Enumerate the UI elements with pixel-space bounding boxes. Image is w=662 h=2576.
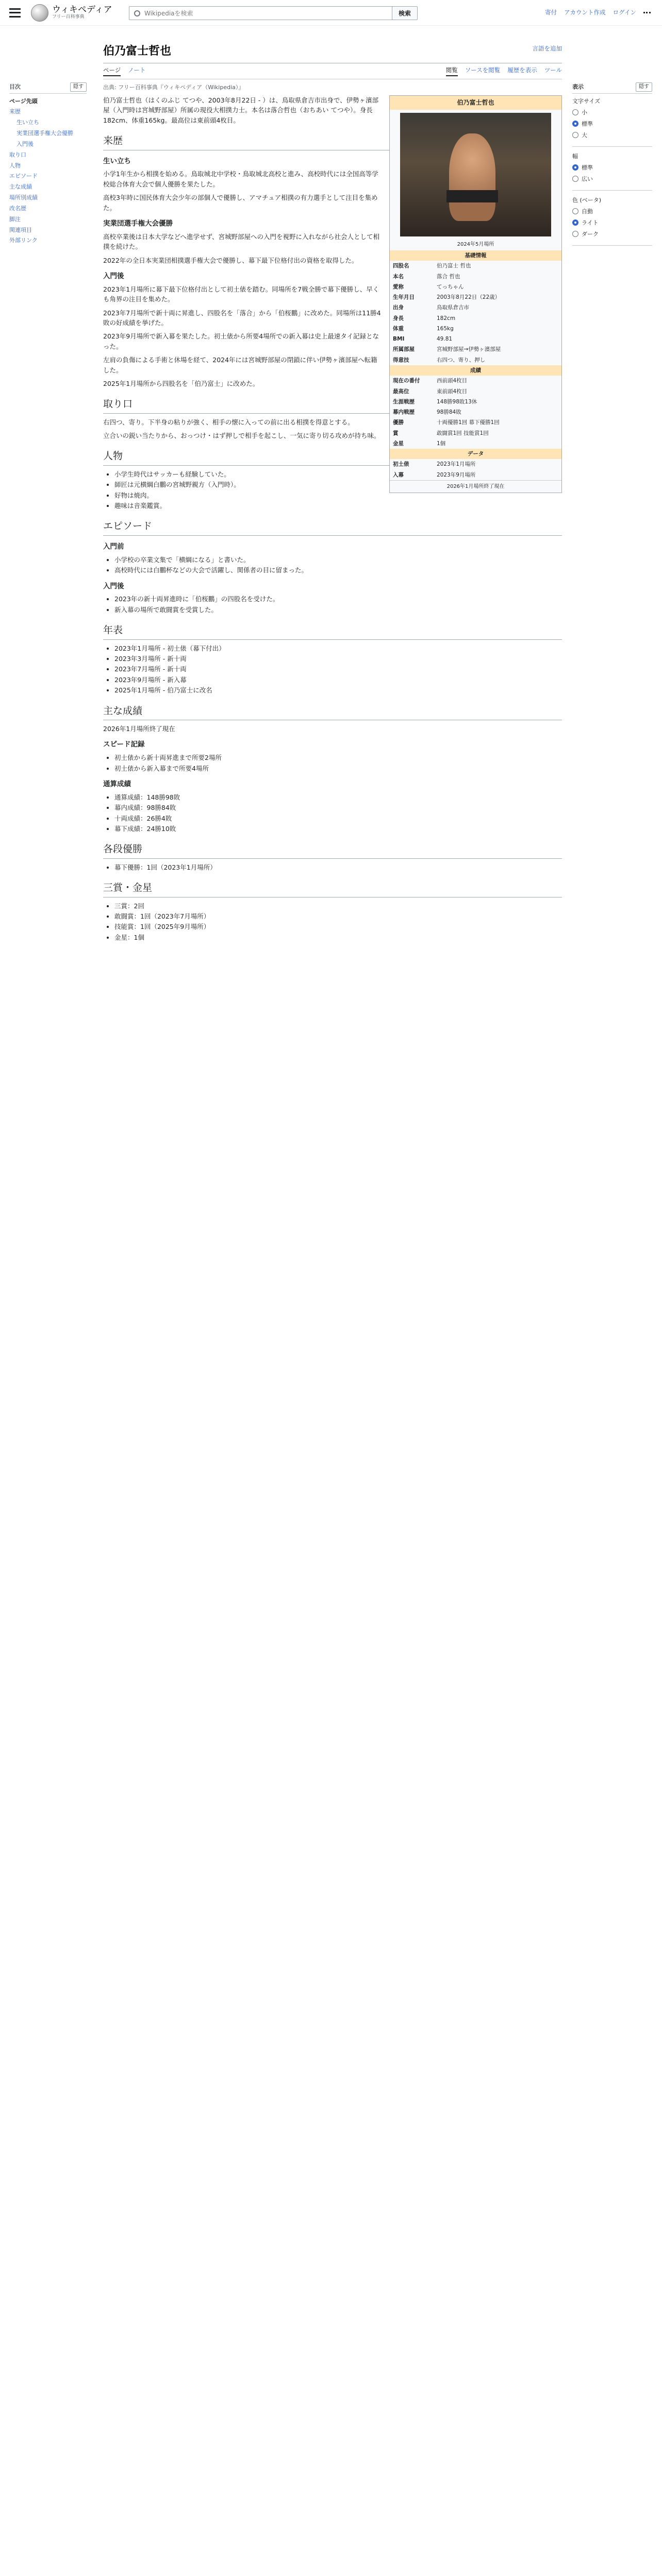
infobox (389, 95, 562, 493)
list-item: • 小学生時代はサッカーも経験していた。 (114, 469, 562, 479)
section-heading: 三賞・金星 (103, 880, 562, 897)
infobox-value: 98勝84敗 (437, 409, 461, 416)
infobox-row (390, 459, 561, 469)
paragraph: 右四つ、寄り。下半身の粘りが強く、相手の懐に入っての前に出る相撲を得意とする。 (103, 418, 354, 426)
subsection-heading: 生い立ち (103, 157, 131, 165)
infobox-value: 落合 哲也 (437, 273, 460, 280)
toc-item[interactable]: 生い立ち (16, 119, 39, 126)
mawashi (446, 190, 498, 202)
infobox-section-heading: 基礎情報 (390, 250, 561, 261)
option-label: 大 (582, 131, 587, 139)
section-heading: 主な成績 (103, 704, 562, 720)
option-label: 標準 (582, 164, 593, 171)
infobox-key: 初土俵 (393, 461, 409, 468)
option-text_options[interactable] (572, 131, 652, 140)
infobox-row (390, 334, 561, 344)
paragraph: 高校3年時に国民体育大会少年の部個人で優勝し、アマチュア相撲の有力選手として注目を集めた。 (103, 194, 378, 212)
option-color_options[interactable] (572, 230, 652, 239)
list-item: • 十両成績：26勝4敗 (114, 814, 562, 823)
infobox-value: 伯乃富士 哲也 (437, 263, 471, 269)
infobox-key: 出身 (393, 304, 404, 311)
wikipedia-globe-icon (31, 4, 48, 22)
infobox-key: 幕内戦歴 (393, 409, 415, 416)
infobox-row (390, 313, 561, 324)
list-item: • 2023年3月場所 - 新十両 (114, 654, 562, 664)
infobox-key: 愛称 (393, 283, 404, 290)
radio-icon (572, 219, 578, 226)
radio-icon (572, 176, 578, 182)
list-item: • 2023年1月場所 - 初土俵（幕下付出） (114, 643, 562, 653)
option-width_options[interactable] (572, 175, 652, 183)
width-label: 幅 (572, 152, 578, 160)
list-item: • 敢闘賞：1回（2023年7月場所） (114, 911, 562, 921)
infobox-row (390, 292, 561, 302)
login-link[interactable]: ログイン (613, 9, 636, 16)
toc-item[interactable]: 人物 (9, 162, 21, 169)
list-item: • 2023年の新十両昇進時に「伯桜鵬」の四股名を受けた。 (114, 594, 562, 604)
list-item: • 趣味は音楽鑑賞。 (114, 501, 562, 511)
infobox-value: 十両優勝1回 幕下優勝1回 (437, 419, 500, 426)
personal-tools (545, 8, 651, 18)
site-header (0, 0, 662, 26)
infobox-value: 右四つ、寄り、押し (437, 357, 486, 363)
toc-item[interactable]: 脚注 (9, 215, 21, 223)
toc-item[interactable]: ページ先頭 (9, 97, 38, 105)
paragraph: 2022年の全日本実業団相撲選手権大会で優勝し、幕下最下位格付出の資格を取得した。 (103, 256, 358, 264)
page-tabs (103, 63, 562, 79)
paragraph: 小学1年生から相撲を始める。鳥取城北中学校・鳥取城北高校と進み、高校時代には全国高等学校総合体育大会で個人優勝を果たした。 (103, 170, 378, 188)
infobox-value: 東前頭4枚目 (437, 388, 468, 395)
infobox-row (390, 376, 561, 386)
infobox-value: 49.81 (437, 336, 453, 343)
infobox-row (390, 417, 561, 428)
infobox-row (390, 428, 561, 438)
infobox-key: 入幕 (393, 471, 404, 478)
option-label: 自動 (582, 208, 593, 215)
infobox-key: 所属部屋 (393, 346, 415, 353)
list-item: • 三賞：2回 (114, 901, 562, 911)
infobox-value: 宮城野部屋→伊勢ヶ濱部屋 (437, 346, 501, 353)
create-account-link[interactable]: アカウント作成 (564, 9, 606, 16)
search-box[interactable] (129, 6, 397, 20)
page-title: 伯乃富士哲也 (103, 31, 562, 63)
infobox-row (390, 272, 561, 282)
infobox-row (390, 386, 561, 397)
toc-heading: 目次 (9, 83, 21, 90)
subsection-heading: 入門前 (103, 542, 124, 551)
list-item: • 2023年7月場所 - 新十両 (114, 664, 562, 674)
paragraph: 立合いの鋭い当たりから、おっつけ・はず押しで相手を起こし、一気に寄り切る攻めが持ち味。 (103, 432, 380, 440)
infobox-row (390, 438, 561, 449)
text-size-label: 文字サイズ (572, 97, 601, 105)
toc-item[interactable]: 主な成績 (9, 183, 32, 191)
donate-link[interactable]: 寄付 (545, 9, 557, 16)
infobox-key: 現在の番付 (393, 378, 420, 384)
toc-item[interactable]: 入門後 (16, 140, 34, 147)
toc-item[interactable]: 場所別成績 (9, 194, 38, 201)
infobox-row (390, 302, 561, 313)
infobox-value: てっちゃん (437, 283, 464, 290)
infobox-key: 金星 (393, 440, 404, 447)
list-item: • 小学校の卒業文集で「横綱になる」と書いた。 (114, 555, 562, 565)
toc-item[interactable]: 関連項目 (9, 226, 32, 233)
section-heading: 取り口 (103, 397, 562, 413)
radio-icon (572, 109, 578, 115)
subsection-heading: スピード記録 (103, 740, 145, 749)
color-label: 色 (ベータ) (572, 196, 602, 204)
toc-item[interactable]: 取り口 (9, 151, 26, 158)
photo-caption: 2024年5月場所 (457, 241, 494, 247)
option-label: 標準 (582, 120, 593, 127)
option-color_options[interactable] (572, 207, 652, 216)
toc-item[interactable]: エピソード (9, 173, 38, 180)
bullet-list (114, 792, 562, 834)
infobox-value: 2003年8月22日（22歳） (437, 294, 501, 301)
table-of-contents (9, 82, 87, 246)
main-menu-icon[interactable] (9, 8, 21, 18)
section-heading: 年表 (103, 623, 562, 639)
infobox-key: 生涯戦歴 (393, 398, 415, 405)
infobox-value: 148勝98敗13休 (437, 398, 477, 405)
list-item: • 高校時代には白鵬杯などの大会で活躍し、関係者の目に留まった。 (114, 565, 562, 575)
infobox-row (390, 355, 561, 365)
infobox-key: BMI (393, 336, 405, 343)
infobox-section-heading: 成績 (390, 365, 561, 376)
infobox-key: 四股名 (393, 263, 409, 269)
infobox-row (390, 397, 561, 407)
article (103, 31, 562, 946)
bullet-list (114, 901, 562, 943)
appearance-panel (572, 82, 652, 251)
list-item: • 金星：1個 (114, 933, 562, 942)
subsection-heading: 入門後 (103, 582, 124, 590)
list-item: • 2025年1月場所 - 伯乃富士に改名 (114, 685, 562, 695)
option-text_options[interactable] (572, 108, 652, 117)
infobox-value: 鳥取県倉吉市 (437, 304, 469, 311)
radio-icon (572, 164, 578, 171)
section-heading: 人物 (103, 449, 562, 465)
infobox-row (390, 261, 561, 271)
section-heading: 来歴 (103, 133, 562, 150)
list-item: • 通算成績：148勝98敗 (114, 792, 562, 802)
wrestler-photo[interactable] (400, 113, 551, 236)
article-source: 出典: フリー百科事典『ウィキペディア（Wikipedia）』 (103, 83, 244, 91)
action-tab-2[interactable]: 履歴を表示 (507, 66, 537, 74)
paragraph: 2023年1月場所に幕下最下位格付出として初土俵を踏む。同場所を7戦全勝で幕下優勝し、早くも角界の注目を集めた。 (103, 285, 379, 303)
subsection-heading: 実業団選手権大会優勝 (103, 219, 173, 228)
infobox-row (390, 344, 561, 354)
section-heading: エピソード (103, 519, 562, 535)
infobox-section-heading: データ (390, 449, 561, 459)
toc-item[interactable]: 来歴 (9, 108, 21, 115)
infobox-key: 身長 (393, 315, 404, 321)
list-item: • 幕下優勝：1回（2023年1月場所） (114, 862, 562, 872)
more-options-icon[interactable] (643, 12, 651, 14)
option-text_options[interactable] (572, 120, 652, 128)
infobox-footer: 2026年1月場所終了現在 (390, 480, 561, 493)
radio-icon (572, 208, 578, 214)
language-button[interactable]: 言語を追加 (532, 45, 562, 52)
infobox-key: 生年月日 (393, 294, 415, 301)
infobox-value: 165kg (437, 325, 454, 332)
action-tab-3[interactable]: ツール (544, 66, 562, 74)
option-label: 小 (582, 109, 587, 116)
subsection-heading: 入門後 (103, 272, 124, 280)
action-tab-0[interactable]: 閲覧 (446, 66, 458, 76)
infobox-key: 最高位 (393, 388, 409, 395)
infobox-value: 1個 (437, 440, 446, 447)
bullet-list (114, 643, 562, 696)
subsection-heading: 通算成績 (103, 779, 131, 788)
option-label: ダーク (582, 230, 599, 238)
bullet-list (114, 555, 562, 575)
list-item: • 技能賞：1回（2025年9月場所） (114, 922, 562, 931)
option-label: ライト (582, 219, 599, 226)
infobox-value: 西前頭4枚目 (437, 378, 468, 384)
toc-item[interactable]: 実業団選手権大会優勝 (16, 130, 73, 137)
infobox-key: 本名 (393, 273, 404, 280)
infobox-key: 体重 (393, 325, 404, 332)
list-item: • 師匠は元横綱白鵬の宮城野親方（入門時）。 (114, 480, 562, 489)
infobox-row (390, 282, 561, 292)
radio-icon (572, 132, 578, 138)
infobox-value: 182cm (437, 315, 456, 321)
list-item: • 幕下成績：24勝10敗 (114, 824, 562, 834)
appearance-heading: 表示 (572, 83, 584, 90)
option-label: 広い (582, 175, 593, 182)
paragraph: 2023年9月場所で新入幕を果たした。初土俵から所要4場所での新入幕は史上最速タイ記録となった。 (103, 332, 379, 350)
infobox-key: 賞 (393, 430, 399, 436)
infobox-title: 伯乃富士哲也 (390, 96, 561, 110)
list-item: • 幕内成績：98勝84敗 (114, 803, 562, 812)
infobox-value: 敢闘賞1回 技能賞1回 (437, 430, 489, 436)
option-color_options[interactable] (572, 218, 652, 227)
tab-0[interactable]: ページ (103, 66, 121, 76)
radio-icon (572, 121, 578, 127)
infobox-key: 優勝 (393, 419, 404, 426)
radio-icon (572, 231, 578, 237)
wrestler-figure (449, 133, 495, 221)
paragraph: 高校卒業後は日本大学などへ進学せず、宮城野部屋への入門を視野に入れながら社会人として相撲を続けた。 (103, 232, 380, 251)
list-item: • 好物は焼肉。 (114, 490, 562, 500)
list-item: • 2023年9月場所 - 新入幕 (114, 675, 562, 685)
toc-hide-button[interactable]: 隠す (70, 82, 87, 92)
action-tab-1[interactable]: ソースを閲覧 (465, 66, 501, 74)
paragraph: 2025年1月場所から四股名を「伯乃富士」に改めた。 (103, 379, 259, 387)
appearance-hide-button[interactable]: 隠す (636, 82, 652, 92)
site-logo[interactable] (31, 4, 112, 22)
paragraph: 2026年1月場所終了現在 (103, 724, 175, 733)
infobox-value: 2023年9月場所 (437, 471, 476, 478)
bullet-list (114, 753, 562, 773)
search-button[interactable]: 検索 (392, 6, 418, 20)
list-item: • 新入幕の場所で敢闘賞を受賞した。 (114, 605, 562, 615)
infobox-row (390, 324, 561, 334)
logo-title: ウィキペディア (52, 5, 112, 15)
lead-paragraph: 伯乃富士哲也（はくのふじ てつや、2003年8月22日 - ）は、鳥取県倉吉市出身で、伊勢ヶ濱部屋（入門時は宮城野部屋）所属の現役大相撲力士。本名は落合哲也（おちあい てつや）。身長182cm、体重165kg。最高位は東前頭4枚目。 (103, 96, 379, 124)
section-heading: 各段優勝 (103, 842, 562, 858)
logo-subtitle: フリー百科事典 (52, 14, 85, 20)
infobox-row (390, 407, 561, 417)
bullet-list (114, 594, 562, 615)
paragraph: 2023年7月場所で新十両に昇進し、四股名を「落合」から「伯桜鵬」に改めた。同場所は11勝4敗の好成績を挙げた。 (103, 309, 381, 327)
tab-1[interactable]: ノート (128, 66, 146, 74)
bullet-list (114, 862, 562, 872)
search-input[interactable] (144, 10, 396, 17)
infobox-key: 得意技 (393, 357, 409, 363)
toc-item[interactable]: 改名歴 (9, 205, 26, 212)
list-item: • 初土俵から新十両昇進まで所要2場所 (114, 753, 562, 762)
option-width_options[interactable] (572, 163, 652, 172)
paragraph: 左肩の負傷による手術と休場を経て、2024年には宮城野部屋の閉鎖に伴い伊勢ヶ濱部屋へ転籍した。 (103, 356, 377, 374)
toc-item[interactable]: 外部リンク (9, 237, 38, 244)
list-item: • 初土俵から新入幕まで所要4場所 (114, 764, 562, 773)
search-icon (134, 10, 140, 16)
infobox-value: 2023年1月場所 (437, 461, 476, 468)
infobox-row (390, 470, 561, 480)
